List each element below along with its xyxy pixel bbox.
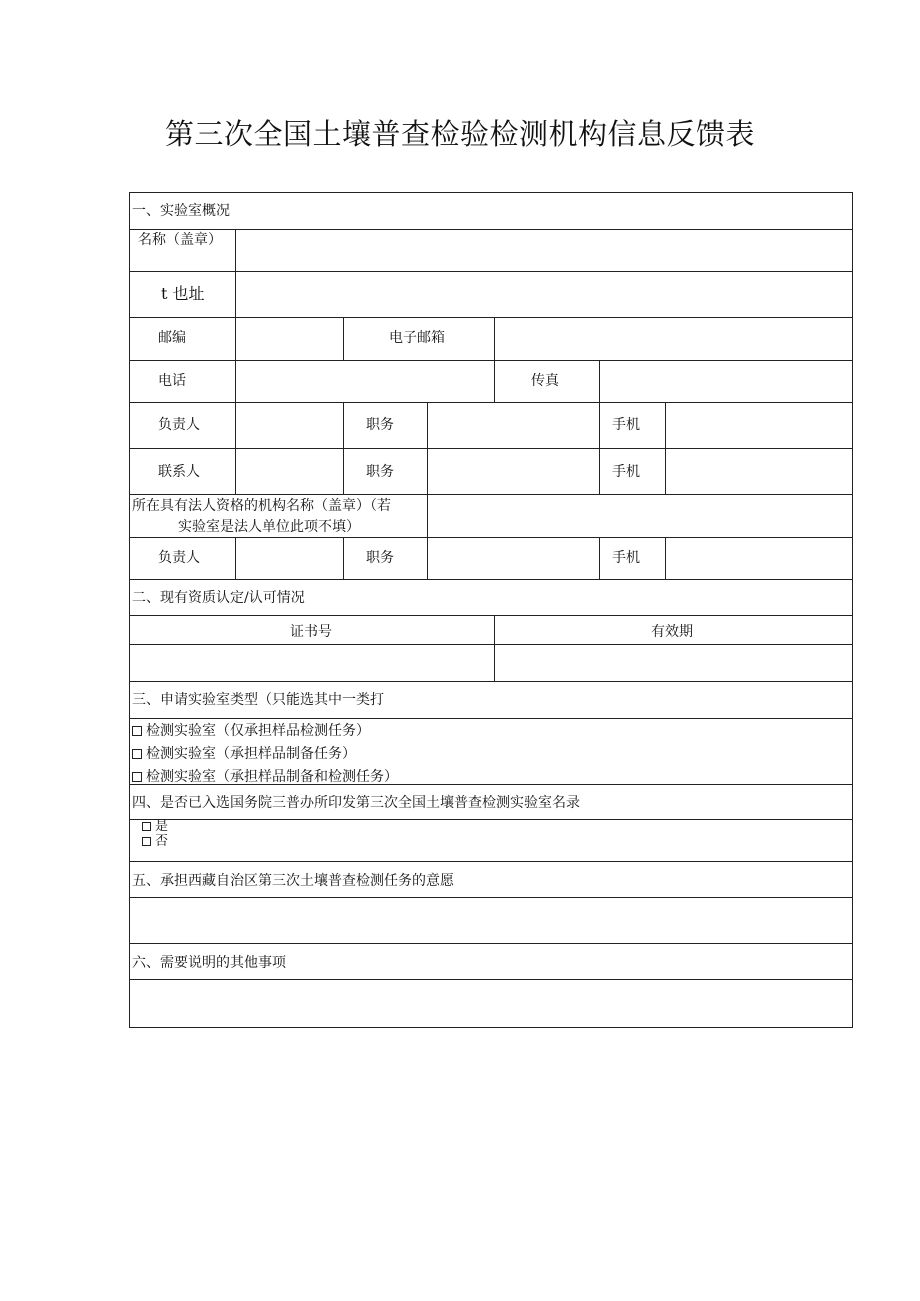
option-label: 是 (155, 819, 169, 834)
legal-position-field[interactable] (428, 538, 599, 579)
email-field[interactable] (495, 318, 852, 360)
row-line (129, 615, 853, 616)
other-notes-field[interactable] (130, 980, 852, 1027)
address-field[interactable] (236, 272, 852, 317)
col-line (599, 537, 600, 580)
col-line (343, 537, 344, 580)
section-5-heading: 五、承担西藏自治区第三次土壤普查检测任务的意愿 (132, 873, 454, 889)
legal-mobile-label: 手机 (612, 550, 640, 566)
checkbox[interactable] (132, 749, 142, 759)
row-line (129, 718, 853, 719)
email-label: 电子邮箱 (389, 330, 445, 346)
col-line (343, 317, 344, 361)
legal-head-label: 负责人 (158, 550, 200, 566)
head-position-label: 职务 (366, 417, 394, 433)
head-label: 负责人 (158, 417, 200, 433)
section-4-heading: 四、是否已入选国务院三普办所印发第三次全国土壤普查检测实验室名录 (132, 795, 580, 811)
phone-field[interactable] (236, 361, 494, 402)
phone-label: 电话 (158, 373, 186, 389)
checkbox[interactable] (142, 837, 151, 846)
legal-entity-label-line1: 所在具有法人资格的机构名称（盖章）（若 (132, 498, 391, 514)
row-line (129, 819, 853, 820)
legal-entity-field[interactable] (428, 495, 852, 537)
name-field[interactable] (236, 230, 852, 271)
yes-option[interactable] (142, 819, 168, 834)
legal-head-field[interactable] (236, 538, 343, 579)
row-line (129, 861, 853, 862)
head-field[interactable] (236, 403, 343, 448)
section-6-heading: 六、需要说明的其他事项 (132, 955, 286, 971)
cert-number-header: 证书号 (290, 624, 332, 640)
lab-type-option-1[interactable] (132, 722, 370, 740)
address-label: t 也址 (161, 284, 205, 303)
lab-type-option-3[interactable] (132, 768, 398, 786)
head-position-field[interactable] (428, 403, 599, 448)
col-line (343, 402, 344, 495)
row-line (129, 681, 853, 682)
section-1-heading: 一、实验室概况 (132, 203, 230, 219)
contact-position-field[interactable] (428, 449, 599, 494)
no-option[interactable] (142, 834, 168, 849)
fax-field[interactable] (600, 361, 852, 402)
option-label: 检测实验室（承担样品制备和检测任务） (146, 769, 398, 785)
contact-mobile-label: 手机 (612, 464, 640, 480)
page-title: 第三次全国土壤普查检验检测机构信息反馈表 (164, 117, 755, 151)
section-3-heading: 三、申请实验室类型（只能选其中一类打 (132, 692, 384, 708)
option-label: 检测实验室（仅承担样品检测任务） (146, 723, 370, 739)
contact-mobile-field[interactable] (666, 449, 852, 494)
section-2-heading: 二、现有资质认定/认可情况 (132, 590, 305, 606)
row-line (129, 943, 853, 944)
lab-type-option-2[interactable] (132, 745, 356, 763)
head-mobile-field[interactable] (666, 403, 852, 448)
checkbox[interactable] (132, 726, 142, 736)
willingness-field[interactable] (130, 898, 852, 943)
contact-position-label: 职务 (366, 464, 394, 480)
row-line (129, 579, 853, 580)
head-mobile-label: 手机 (612, 417, 640, 433)
cert-number-field[interactable] (130, 645, 494, 681)
legal-entity-label-line2: 实验室是法人单位此项不填） (178, 519, 360, 535)
postcode-label: 邮编 (158, 330, 186, 346)
contact-field[interactable] (236, 449, 343, 494)
checkbox[interactable] (142, 822, 151, 831)
option-label: 否 (155, 834, 169, 849)
validity-header: 有效期 (651, 624, 693, 640)
option-label: 检测实验室（承担样品制备任务） (146, 746, 356, 762)
table-border-bottom (129, 1027, 853, 1028)
fax-label: 传真 (531, 373, 559, 389)
validity-field[interactable] (495, 645, 852, 681)
checkbox[interactable] (132, 772, 142, 782)
legal-position-label: 职务 (366, 550, 394, 566)
col-line (599, 402, 600, 495)
legal-mobile-field[interactable] (666, 538, 852, 579)
postcode-field[interactable] (236, 318, 343, 360)
name-label: 名称（盖章） (138, 232, 222, 248)
contact-label: 联系人 (158, 464, 200, 480)
table-border-top (129, 192, 853, 193)
